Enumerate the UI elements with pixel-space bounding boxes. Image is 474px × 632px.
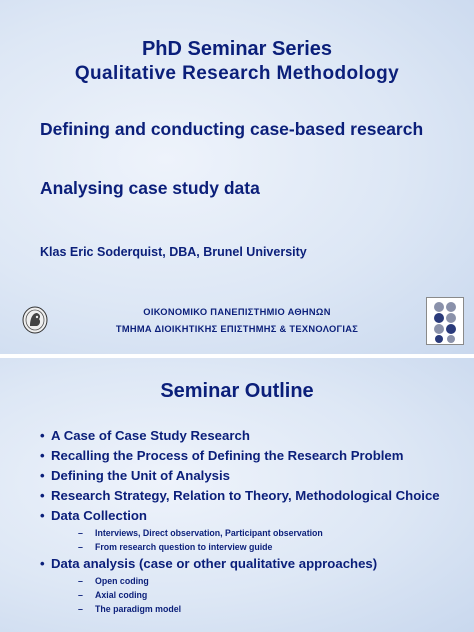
outline-bullet-text: Defining the Unit of Analysis bbox=[51, 468, 231, 483]
dash-marker: – bbox=[78, 542, 83, 552]
slide-outline bbox=[0, 358, 474, 632]
university-name: ΟΙΚΟΝΟΜΙΚΟ ΠΑΝΕΠΙΣΤΗΜΙΟ ΑΘΗΝΩΝ bbox=[143, 307, 331, 317]
heading-analysing: Analysing case study data bbox=[40, 178, 260, 198]
bullet-marker: • bbox=[40, 508, 45, 523]
bullet-marker: • bbox=[40, 556, 45, 571]
outline-bullet-text: Data Collection bbox=[51, 508, 147, 523]
bullet-marker: • bbox=[40, 428, 45, 443]
department-name: ΤΜΗΜΑ ΔΙΟΙΚΗΤΙΚΗΣ ΕΠΙΣΤΗΜΗΣ & ΤΕΧΝΟΛΟΓΙΑΣ bbox=[115, 324, 359, 334]
outline-bullet-item bbox=[40, 468, 460, 484]
outline-bullet-text: Recalling the Process of Defining the Research Problem bbox=[51, 448, 404, 463]
outline-title: Seminar Outline bbox=[160, 380, 314, 402]
outline-bullet-item bbox=[40, 508, 460, 524]
outline-bullet-item bbox=[40, 428, 460, 444]
seminar-topic-title: Qualitative Research Methodology bbox=[74, 63, 400, 84]
outline-bullet-item bbox=[40, 488, 460, 504]
outline-bullet-item bbox=[40, 556, 460, 572]
department-dots-logo-icon bbox=[426, 297, 464, 345]
outline-bullet-text: Data analysis (case or other qualitative approaches) bbox=[51, 556, 378, 571]
outline-sub-item bbox=[40, 604, 460, 615]
outline-list bbox=[40, 428, 460, 618]
seminar-series-title: PhD Seminar Series bbox=[141, 38, 333, 60]
outline-sub-item bbox=[40, 576, 460, 587]
outline-bullet-text: A Case of Case Study Research bbox=[51, 428, 250, 443]
outline-sub-item bbox=[40, 542, 460, 553]
outline-sub-text: Open coding bbox=[95, 576, 149, 586]
outline-sub-item bbox=[40, 590, 460, 601]
dash-marker: – bbox=[78, 576, 83, 586]
outline-sub-text: The paradigm model bbox=[95, 604, 182, 614]
outline-bullet-text: Research Strategy, Relation to Theory, Methodological Choice bbox=[51, 488, 440, 503]
author-line: Klas Eric Soderquist, DBA, Brunel University bbox=[40, 245, 307, 259]
dash-marker: – bbox=[78, 528, 83, 538]
outline-bullet-item bbox=[40, 448, 460, 464]
outline-sub-text: Interviews, Direct observation, Participant observation bbox=[95, 528, 323, 538]
dash-marker: – bbox=[78, 604, 83, 614]
university-seal-icon bbox=[22, 306, 48, 334]
bullet-marker: • bbox=[40, 448, 45, 463]
outline-sub-text: Axial coding bbox=[95, 590, 148, 600]
bullet-marker: • bbox=[40, 468, 45, 483]
outline-sub-text: From research question to interview guide bbox=[95, 542, 273, 552]
heading-defining: Defining and conducting case-based research bbox=[40, 119, 424, 139]
bullet-marker: • bbox=[40, 488, 45, 503]
outline-sub-item bbox=[40, 528, 460, 539]
dash-marker: – bbox=[78, 590, 83, 600]
